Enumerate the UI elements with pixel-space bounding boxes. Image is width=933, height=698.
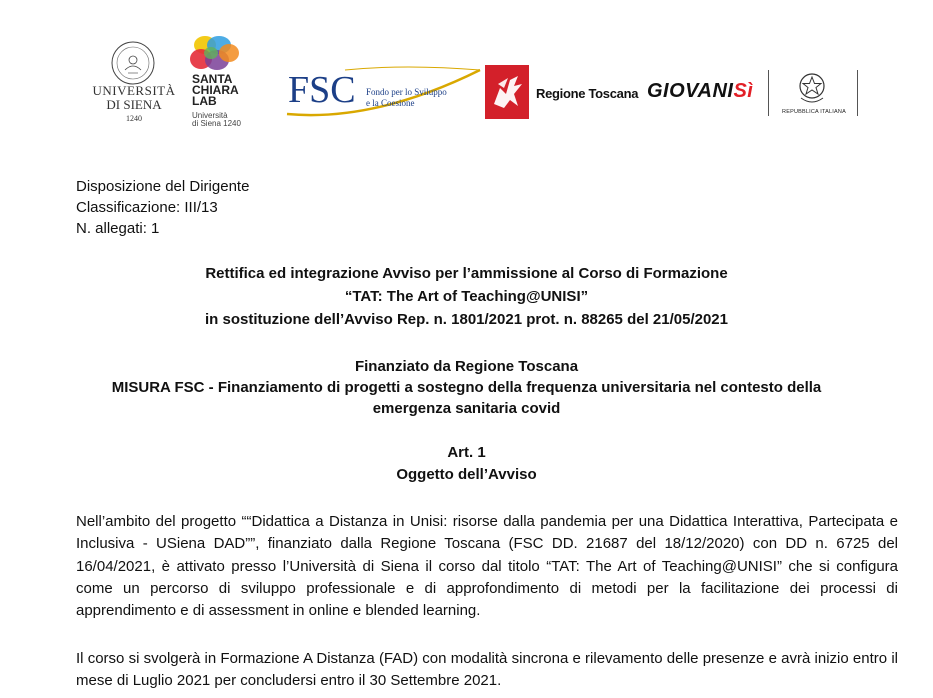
repubblica-italiana-label: REPUBBLICA ITALIANA (782, 109, 846, 115)
fsc-sub2: e la Coesione (366, 98, 415, 108)
body-paragraph: Il corso si svolgerà in Formazione A Distanza (FAD) con modalità sincrona e rilevamento delle presenze e avrà inizio entro il mese di Luglio 2021 per concludersi entro il 30 Settembre 2021. (76, 650, 898, 690)
funding-line1: Finanziato da Regione Toscana (354, 358, 579, 375)
fsc-sub1: Fondo per lo Sviluppo (366, 87, 447, 97)
unisi-seal-logo (110, 40, 156, 86)
funding-line2: MISURA FSC - Finanziamento di progetti a sostegno della frequenza universitaria nel contesto della (111, 379, 822, 396)
repubblica-italiana-emblem-icon (795, 70, 829, 106)
scl-sub1: Università (192, 111, 228, 120)
unisi-line3: 1240 (126, 114, 142, 123)
funding-heading (0, 356, 933, 419)
meta-classificazione: Classificazione: III/13 (76, 199, 218, 216)
giovani-word: GIOVANI (647, 80, 734, 102)
scl-sub2: di Siena 1240 (192, 119, 241, 128)
article-number: Art. 1 (447, 444, 486, 461)
regione-toscana-pegasus-icon (484, 64, 530, 120)
article-title: Oggetto dell’Avviso (396, 466, 537, 483)
unisi-line2: DI SIENA (106, 97, 162, 112)
fsc-logo-mark: FSC (288, 69, 356, 111)
scl-line1: SANTA (192, 72, 233, 86)
santa-chiara-lab-subtitle (192, 112, 241, 128)
logo-divider (857, 70, 858, 116)
giovani-si: Sì (733, 80, 754, 102)
santa-chiara-lab-text (192, 74, 239, 107)
scl-line2: CHIARA (192, 83, 239, 97)
giovanisi-logo (647, 80, 753, 103)
title-line2: “TAT: The Art of Teaching@UNISI” (344, 288, 589, 305)
title-line3: in sostituzione dell’Avviso Rep. n. 1801/2021 prot. n. 88265 del 21/05/2021 (204, 311, 728, 328)
title-line1: Rettifica ed integrazione Avviso per l’ammissione al Corso di Formazione (205, 265, 728, 282)
unisi-logo-text (88, 84, 180, 124)
santa-chiara-lab-logo (189, 33, 245, 75)
meta-allegati: N. allegati: 1 (76, 220, 160, 237)
body-paragraph: Nell’ambito del progetto ““Didattica a Distanza in Unisi: risorse dalla pandemia per una Didattica Interattiva, Partecipata e Inclusiva - USiena DAD””, finanziato dalla Regione Toscana (FSC DD. 21687 del 18/12/2020) con DD n. 6725 del 16/04/2021, è attivato presso l’Università di Siena il corso dal titolo “TAT: The Art of Teaching@UNISI” che si configura come un percorso di sviluppo professionale e di approfondimento di metodi per la facilitazione dei processi di apprendimento e di assessment in online e blended learning. (76, 513, 898, 620)
fsc-logo-subtitle (366, 87, 447, 109)
logo-divider (768, 70, 769, 116)
unisi-line1: UNIVERSITÀ (92, 83, 176, 98)
scl-line3: LAB (192, 94, 217, 108)
document-title (0, 262, 933, 331)
article-heading (0, 442, 933, 486)
meta-disposizione: Disposizione del Dirigente (76, 178, 250, 195)
regione-toscana-label: Regione Toscana (536, 86, 639, 101)
document-meta (76, 176, 249, 239)
funding-line3: emergenza sanitaria covid (372, 400, 561, 417)
